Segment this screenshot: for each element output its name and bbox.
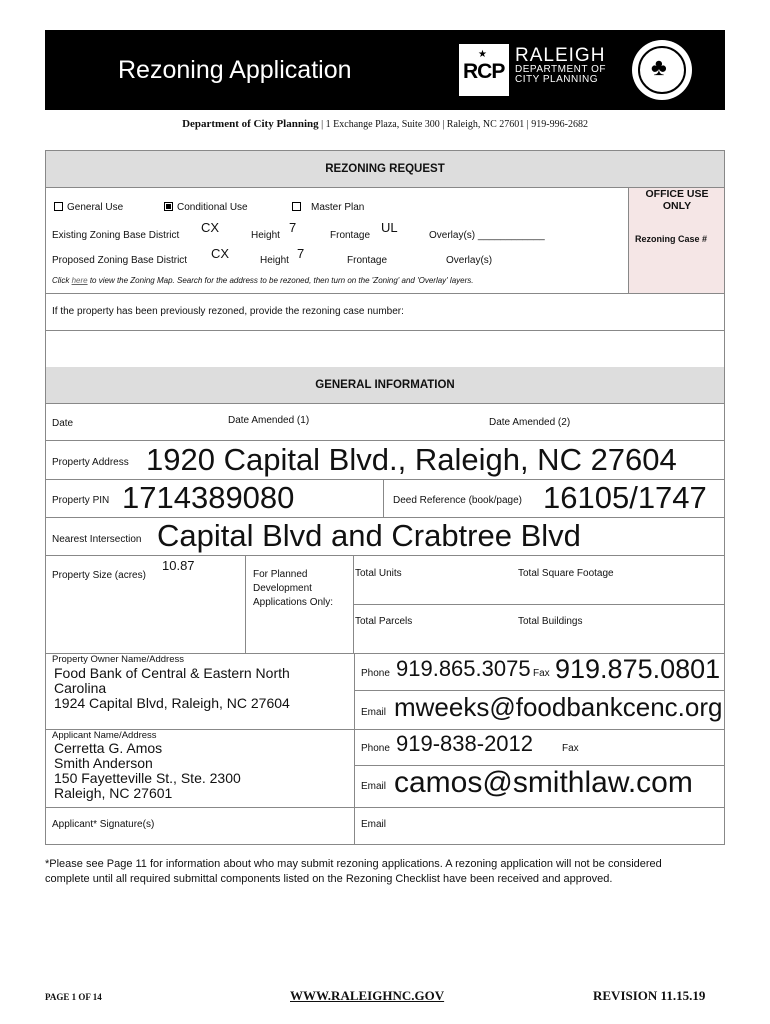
existing-height-label: Height — [251, 230, 280, 241]
star-icon: ★ — [478, 49, 487, 60]
proposed-zoning-value[interactable]: CX — [211, 246, 230, 261]
total-parcels-label: Total Parcels — [355, 616, 413, 627]
zoning-map-link[interactable]: here — [71, 276, 88, 285]
property-size-label: Property Size (acres) — [52, 570, 146, 581]
general-use-checkbox[interactable] — [54, 202, 63, 211]
deed-reference-value[interactable]: 16105/1747 — [543, 480, 707, 515]
submission-note: *Please see Page 11 for information about who may submit rezoning applications. A rezoning application will not be considered complete until all required submittal components listed on the Rezoning Checklist have been received and approved. — [45, 858, 662, 885]
previous-rezoning-field[interactable] — [46, 331, 724, 368]
owner-fax-value[interactable]: 919.875.0801 — [555, 654, 721, 684]
general-information-section — [45, 367, 725, 845]
owner-email-label: Email — [361, 707, 387, 718]
existing-height-value[interactable]: 7 — [289, 220, 297, 235]
owner-name-address-value[interactable]: Food Bank of Central & Eastern North Carolina 1924 Capital Blvd, Raleigh, NC 27604 — [54, 665, 290, 711]
department-logo-text: RALEIGH DEPARTMENT OF CITY PLANNING — [515, 45, 606, 85]
existing-zoning-label: Existing Zoning Base District — [52, 230, 180, 241]
proposed-frontage-label: Frontage — [347, 255, 388, 266]
previous-rezoning-label: If the property has been previously rezoned, provide the rezoning case number: — [52, 306, 404, 317]
owner-name-address-label: Property Owner Name/Address — [52, 654, 184, 665]
office-use-label: OFFICE USE ONLY — [645, 188, 709, 212]
applicant-email-label: Email — [361, 781, 387, 792]
office-use-box — [629, 188, 724, 293]
total-units-label: Total Units — [355, 568, 402, 579]
rezoning-case-label: Rezoning Case # — [635, 234, 708, 244]
applicant-phone-label: Phone — [361, 743, 390, 754]
proposed-height-value[interactable]: 7 — [297, 246, 305, 261]
existing-overlay-label: Overlay(s) ____________ — [429, 230, 545, 241]
master-plan-option[interactable]: Master Plan — [292, 202, 364, 213]
department-address: | 1 Exchange Plaza, Suite 300 | Raleigh, NC 27601 | 919-996-2682 — [321, 119, 588, 130]
oak-tree-icon: ♣ — [651, 54, 667, 81]
department-name: Department of City Planning — [182, 118, 319, 130]
nearest-intersection-value[interactable]: Capital Blvd and Crabtree Blvd — [157, 518, 581, 553]
applicant-name-address-value[interactable]: Cerretta G. Amos Smith Anderson 150 Fayetteville St., Ste. 2300 Raleigh, NC 27601 — [54, 740, 241, 801]
existing-frontage-label: Frontage — [330, 230, 371, 241]
raleigh-website-link[interactable]: WWW.RALEIGHNC.GOV — [290, 988, 445, 1003]
planned-development-label: For Planned Development Applications Only: — [253, 569, 334, 608]
revision-date: REVISION 11.15.19 — [593, 988, 706, 1003]
owner-phone-value[interactable]: 919.865.3075 — [396, 656, 531, 681]
applicant-phone-value[interactable]: 919-838-2012 — [396, 731, 534, 756]
property-pin-label: Property PIN — [52, 495, 110, 506]
master-plan-checkbox[interactable] — [292, 202, 301, 211]
existing-overlay-field[interactable]: ____________ — [477, 230, 545, 241]
total-buildings-label: Total Buildings — [518, 616, 583, 627]
conditional-use-option[interactable]: Conditional Use — [164, 202, 248, 213]
existing-frontage-value[interactable]: UL — [381, 220, 398, 235]
owner-phone-label: Phone — [361, 668, 390, 679]
date-amended-2-label: Date Amended (2) — [489, 417, 571, 428]
nearest-intersection-label: Nearest Intersection — [52, 534, 142, 545]
property-address-label: Property Address — [52, 457, 129, 468]
page-title: Rezoning Application — [118, 56, 352, 84]
proposed-height-label: Height — [260, 255, 289, 266]
applicant-signature-label: Applicant* Signature(s) — [52, 819, 155, 830]
owner-email-value[interactable]: mweeks@foodbankcenc.org — [394, 692, 723, 722]
department-address-line — [45, 118, 725, 130]
proposed-zoning-label: Proposed Zoning Base District — [52, 255, 188, 266]
existing-zoning-value[interactable]: CX — [201, 220, 220, 235]
rcp-logo — [459, 44, 509, 96]
page-header — [45, 30, 725, 110]
property-pin-value[interactable]: 1714389080 — [122, 480, 295, 515]
owner-fax-label: Fax — [533, 668, 550, 679]
applicant-email-value[interactable]: camos@smithlaw.com — [394, 766, 693, 799]
applicant-fax-label: Fax — [562, 743, 579, 754]
general-information-heading: GENERAL INFORMATION — [46, 367, 724, 403]
logo-mark: RCP — [463, 60, 505, 83]
property-address-value[interactable]: 1920 Capital Blvd., Raleigh, NC 27604 — [146, 442, 677, 477]
applicant-name-address-label: Applicant Name/Address — [52, 730, 157, 741]
date-label: Date — [52, 418, 74, 429]
proposed-overlay-label: Overlay(s) — [446, 255, 493, 266]
property-size-value[interactable]: 10.87 — [162, 558, 195, 573]
general-use-option[interactable]: General Use — [54, 202, 123, 213]
rezoning-request-section — [45, 150, 725, 368]
deed-reference-label: Deed Reference (book/page) — [393, 495, 522, 506]
conditional-use-checkbox[interactable] — [164, 202, 173, 211]
date-amended-1-label: Date Amended (1) — [228, 415, 310, 426]
city-seal-icon — [632, 40, 692, 100]
total-square-footage-label: Total Square Footage — [518, 568, 614, 579]
zoning-map-instructions: Click here to view the Zoning Map. Search for the address to be rezoned, then turn on the 'Zoning' and 'Overlay' layers. — [52, 276, 474, 285]
page-number: PAGE 1 OF 14 — [45, 992, 102, 1002]
applicant-signature-email-label: Email — [361, 819, 387, 830]
rezoning-request-heading: REZONING REQUEST — [46, 151, 724, 187]
